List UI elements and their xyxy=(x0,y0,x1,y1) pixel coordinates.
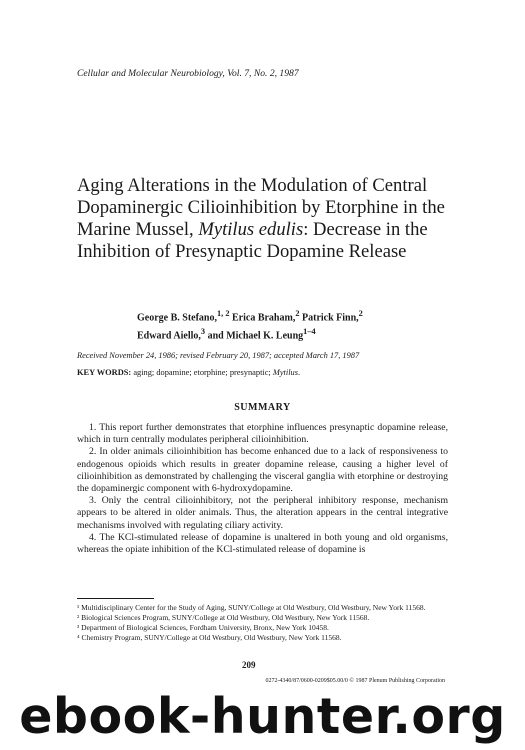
summary-paragraph: 2. In older animals cilioinhibition has become enhanced due to a lack of responsiveness to endogenous opioids which results in greater dopamine release, causing a higher level of cilioinhibition as demonstrated by challenging the visceral ganglia with etorphine or destroying the dopaminergic component with 6-hydroxydopamine. xyxy=(77,446,448,495)
summary-paragraph: 4. The KCl-stimulated release of dopamine is unaltered in both young and old organisms, whereas the opiate inhibition of the KCl-stimulated release of dopamine is xyxy=(77,531,448,556)
key-words-italic: Mytilus xyxy=(272,368,298,377)
summary-paragraph: 3. Only the central cilioinhibitory, not the peripheral inhibitory response, mechanism appears to be altered in older animals. Thus, the alteration appears in the central integrative mechanisms involved with regulating ciliary activity. xyxy=(77,495,448,531)
footnote-divider xyxy=(77,598,154,599)
journal-citation: Cellular and Molecular Neurobiology, Vol. 7, No. 2, 1987 xyxy=(77,68,299,79)
summary-paragraph: 1. This report further demonstrates that etorphine influences presynaptic dopamine release, which in turn centrally modulates peripheral cilioinhibition. xyxy=(77,422,448,446)
title-part-2: : Decrease in the Inhibition of Presynaptic Dopamine Release xyxy=(77,219,428,262)
footnote: ² Biological Sciences Program, SUNY/College at Old Westbury, Old Westbury, New York 11568. xyxy=(77,613,370,622)
author-name: Patrick Finn, xyxy=(299,312,359,324)
author-affiliation: 1–4 xyxy=(303,327,316,337)
title-species-name: Mytilus edulis xyxy=(198,219,304,240)
footnotes xyxy=(77,603,457,643)
author-name: Edward Aiello, xyxy=(137,330,201,342)
author-affiliation: 2 xyxy=(295,309,300,318)
key-words-end: . xyxy=(297,368,301,377)
author-name: and Michael K. Leung xyxy=(205,330,304,342)
author-affiliation: 3 xyxy=(200,327,206,337)
copyright-line: 0272-4340/87/0600-0209$05.00/0 © 1987 Plenum Publishing Corporation xyxy=(265,678,445,684)
author-name: Erica Braham, xyxy=(229,312,296,324)
author-list xyxy=(137,307,437,344)
article-title xyxy=(77,175,477,263)
footnote: ³ Department of Biological Sciences, Fordham University, Bronx, New York 10458. xyxy=(77,623,329,632)
author-name: George B. Stefano, xyxy=(137,312,217,324)
watermark: ebook-hunter.org xyxy=(19,688,506,745)
key-words xyxy=(77,368,300,377)
key-words-list: aging; dopamine; etorphine; presynaptic; xyxy=(131,368,273,377)
title-part-1: Aging Alterations in the Modulation of Central Dopaminergic Cilioinhibition by Etorphine in the Marine Mussel, xyxy=(77,175,445,240)
summary-heading: SUMMARY xyxy=(234,402,291,413)
summary-body xyxy=(77,422,448,556)
author-affiliation: 2 xyxy=(358,309,363,318)
footnote: ⁴ Chemistry Program, SUNY/College at Old Westbury, Old Westbury, New York 11568. xyxy=(77,633,342,642)
page-number: 209 xyxy=(242,660,256,670)
footnote: ¹ Multidisciplinary Center for the Study of Aging, SUNY/College at Old Westbury, Old Westbury, New York 11568. xyxy=(77,603,426,612)
received-dates: Received November 24, 1986; revised February 20, 1987; accepted March 17, 1987 xyxy=(77,351,360,360)
author-affiliation: 1, 2 xyxy=(217,309,230,318)
key-words-label: KEY WORDS: xyxy=(77,368,132,377)
